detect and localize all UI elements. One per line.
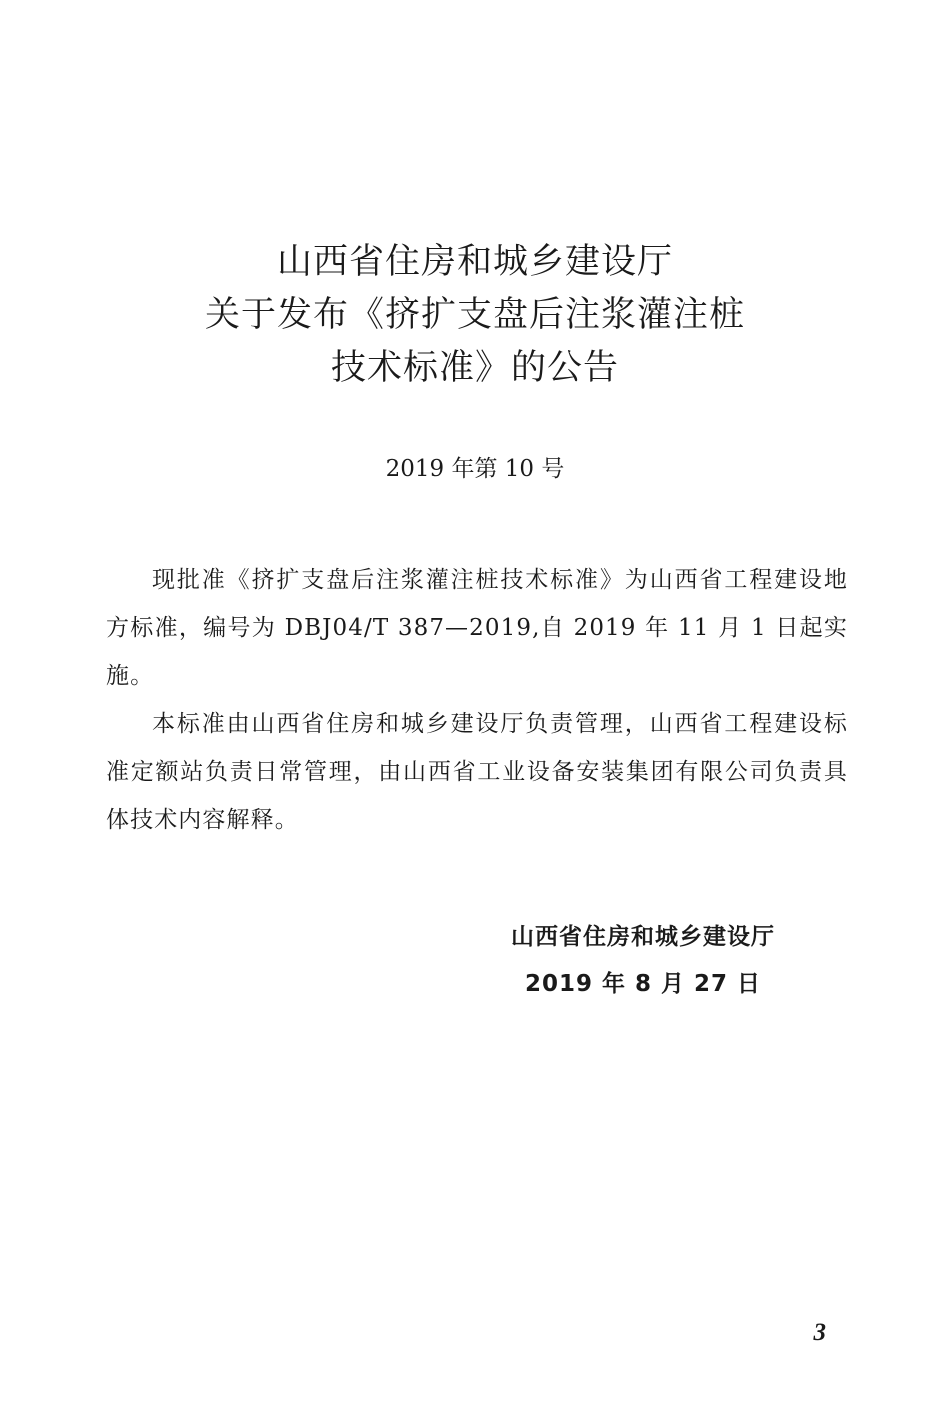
title-line-2: 关于发布《挤扩支盘后注浆灌注桩 bbox=[204, 295, 745, 335]
paragraph-approval: 现批准《挤扩支盘后注浆灌注桩技术标准》为山西省工程建设地方标准，编号为 DBJ04/T 387—2019,自 2019 年 11 月 1 日起实施。 bbox=[106, 567, 848, 689]
signature-block bbox=[470, 914, 816, 1008]
title-line-1: 山西省住房和城乡建设厅 bbox=[276, 242, 673, 282]
document-title bbox=[0, 236, 950, 395]
document-number: 2019 年第 10 号 bbox=[385, 456, 565, 482]
title-line-3: 技术标准》的公告 bbox=[330, 348, 619, 388]
paragraph-management: 本标准由山西省住房和城乡建设厅负责管理，山西省工程建设标准定额站负责日常管理，由山西省工业设备安装集团有限公司负责具体技术内容解释。 bbox=[106, 711, 848, 833]
page-number: 3 bbox=[813, 1319, 826, 1346]
announcement-body bbox=[106, 556, 848, 844]
signature-issuer: 山西省住房和城乡建设厅 bbox=[511, 924, 775, 950]
signature-date: 2019 年 8 月 27 日 bbox=[524, 971, 762, 997]
